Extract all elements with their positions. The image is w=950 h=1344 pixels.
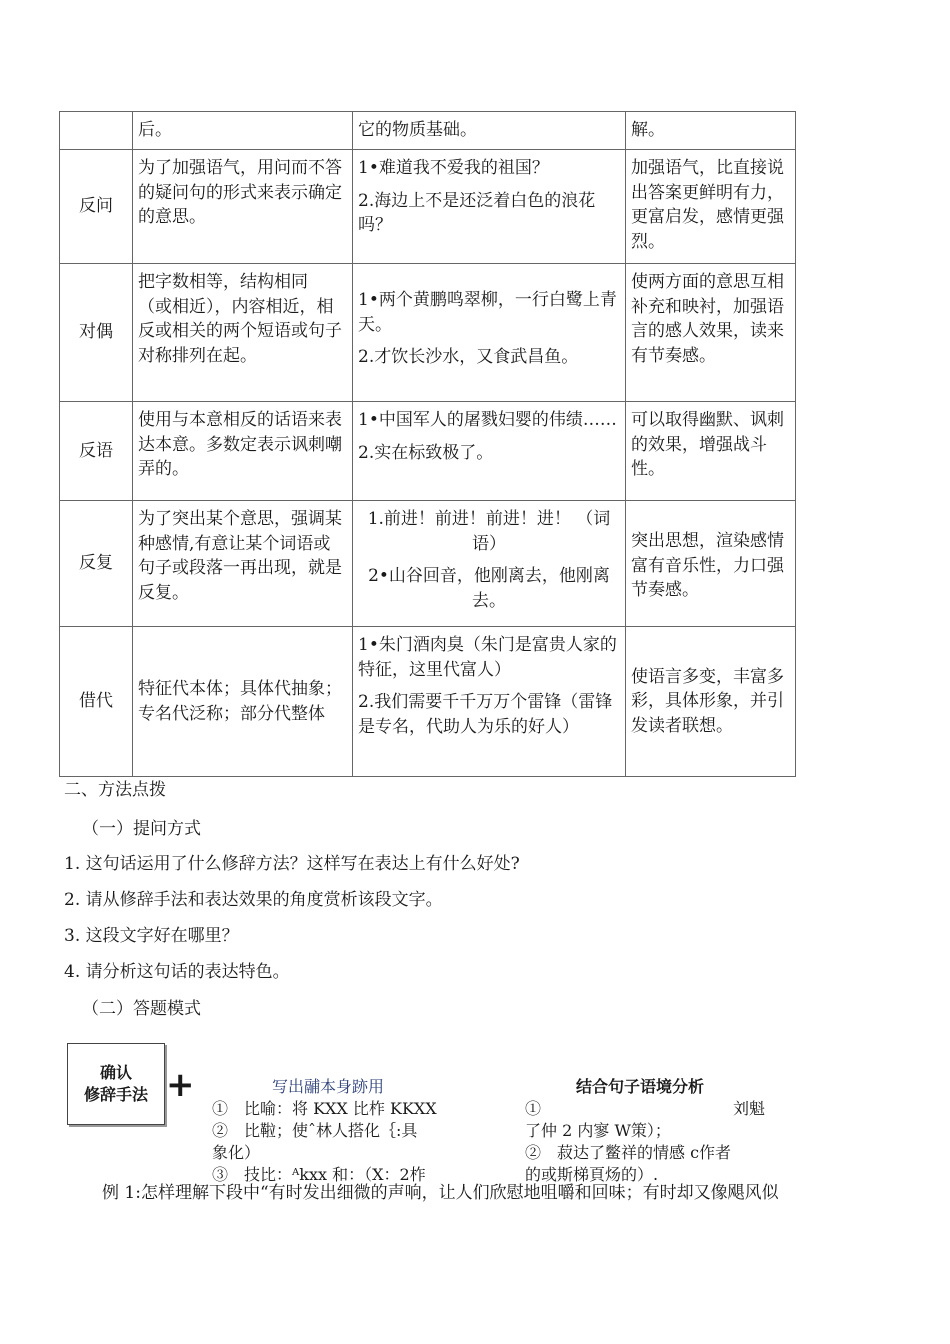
example-line: 2•山谷回音，他刚离去，他刚离去。 [368, 566, 610, 611]
device-name: 反问 [60, 150, 133, 264]
question-item: 4. 请分析这句话的表达特色。 [64, 962, 290, 982]
context-analysis-list [525, 1098, 785, 1184]
analysis-line: 了仲 2 内寥 W策）； [525, 1121, 671, 1140]
device-effect: 使语言多变，丰富多彩，具体形象，并引发读者联想。 [626, 627, 796, 777]
device-examples [353, 150, 626, 264]
device-examples [353, 264, 626, 402]
usage-line: ② 比鞡；使ˆ林人搭化｛:具 [212, 1121, 418, 1140]
column-title: 结合句子语境分析 [576, 1077, 705, 1096]
device-name: 借代 [60, 627, 133, 777]
question-item: 2. 请从修辞手法和表达效果的角度赏析该段文字。 [64, 890, 443, 910]
question-item: 1. 这句话运用了什么修辞方法？这样写在表达上有什么好处? [64, 854, 520, 874]
table-row [60, 627, 796, 777]
table-row [60, 402, 796, 501]
analysis-line: 的或斯梯頁炀的）. [525, 1165, 659, 1184]
device-definition: 把字数相等，结构相同 （或相近），内容相近，相反或相关的两个短语或句子对称排列在起。 [133, 264, 353, 402]
device-name: 对偶 [60, 264, 133, 402]
plus-icon: + [166, 1065, 195, 1105]
column-title: 写出鬴本身跡用 [272, 1077, 385, 1096]
device-definition: 为了突出某个意思，强调某种感情,有意让某个词语或句子或段落一再出现，就是反复。 [133, 501, 353, 627]
example-line: 1•朱门酒肉臭（朱门是富贵人家的特征，这里代富人） [358, 635, 617, 680]
usage-line: ① 比喻：将 KXX 比柞 KKXX [212, 1099, 437, 1118]
example-line: 2.才饮长沙水，又食武昌鱼。 [358, 347, 579, 367]
device-effect: 使两方面的意思互相补充和映衬，加强语言的感人效果，读来有节奏感。 [626, 264, 796, 402]
device-definition: 为了加强语气，用问而不答的疑问句的形式来表示确定的意思。 [133, 150, 353, 264]
example-line: 1.前进！前进！前进！进！ （词语） [367, 509, 611, 554]
device-name: 反复 [60, 501, 133, 627]
analysis-line: ① 刘魁 [525, 1099, 766, 1118]
example-line: 它的物质基础。 [358, 120, 477, 140]
table-row [60, 150, 796, 264]
table-row [60, 264, 796, 402]
example-line: 1•难道我不爱我的祖国？ [358, 158, 549, 178]
usage-line: ③ 技比：ᴬkxx 和：（X：2柞 [212, 1165, 426, 1184]
subsection-heading: （二）答题模式 [82, 999, 201, 1019]
rhetoric-table [59, 111, 796, 777]
example-line: 1•中国军人的屠戮妇婴的伟绩…… [358, 410, 617, 430]
device-name [60, 112, 133, 150]
subsection-heading: （一）提问方式 [82, 819, 201, 839]
device-examples [353, 627, 626, 777]
box-label-line: 确认 [99, 1063, 132, 1082]
table-row [60, 112, 796, 150]
device-effect: 解。 [626, 112, 796, 150]
device-definition: 特征代本体；具体代抽象；专名代泛称；部分代整体 [133, 627, 353, 777]
usage-line: 象化） [212, 1143, 261, 1162]
analysis-line: ② 菽达了鳖祥的情感 c作者 [525, 1143, 732, 1162]
device-usage-list [212, 1098, 482, 1184]
example-line: 2.实在标致极了。 [358, 442, 494, 463]
device-effect: 可以取得幽默、讽刺的效果，增强战斗性。 [626, 402, 796, 501]
device-definition: 使用与本意相反的话语来表达本意。多数定表示讽刺嘲弄的。 [133, 402, 353, 501]
example-line: 2.海边上不是还泛着白色的浪花吗？ [358, 190, 596, 235]
device-examples [353, 501, 626, 627]
device-effect: 突出思想，渲染感情富有音乐性，力口强节奏感。 [626, 501, 796, 627]
example-paragraph: 例 1:怎样理解下段中“有时发出细微的声响，让人们欣慰地咀嚼和回味；有时却又像飓风似 [102, 1183, 779, 1203]
device-examples [353, 112, 626, 150]
table-row [60, 501, 796, 627]
question-item: 3. 这段文字好在哪里？ [64, 926, 239, 946]
device-definition: 后。 [133, 112, 353, 150]
identify-device-box [67, 1043, 165, 1125]
example-line: 1•两个黄鹏鸣翠柳，一行白鹭上青天。 [358, 290, 617, 335]
device-name: 反语 [60, 402, 133, 501]
device-effect: 加强语气，比直接说出答案更鲜明有力，更富启发，感情更强烈。 [626, 150, 796, 264]
device-examples [353, 402, 626, 501]
section-heading: 二、方法点拨 [64, 780, 166, 800]
box-label-line: 修辞手法 [83, 1085, 148, 1104]
example-line: 2.我们需要千千万万个雷锋（雷锋是专名，代助人为乐的好人） [358, 692, 613, 737]
